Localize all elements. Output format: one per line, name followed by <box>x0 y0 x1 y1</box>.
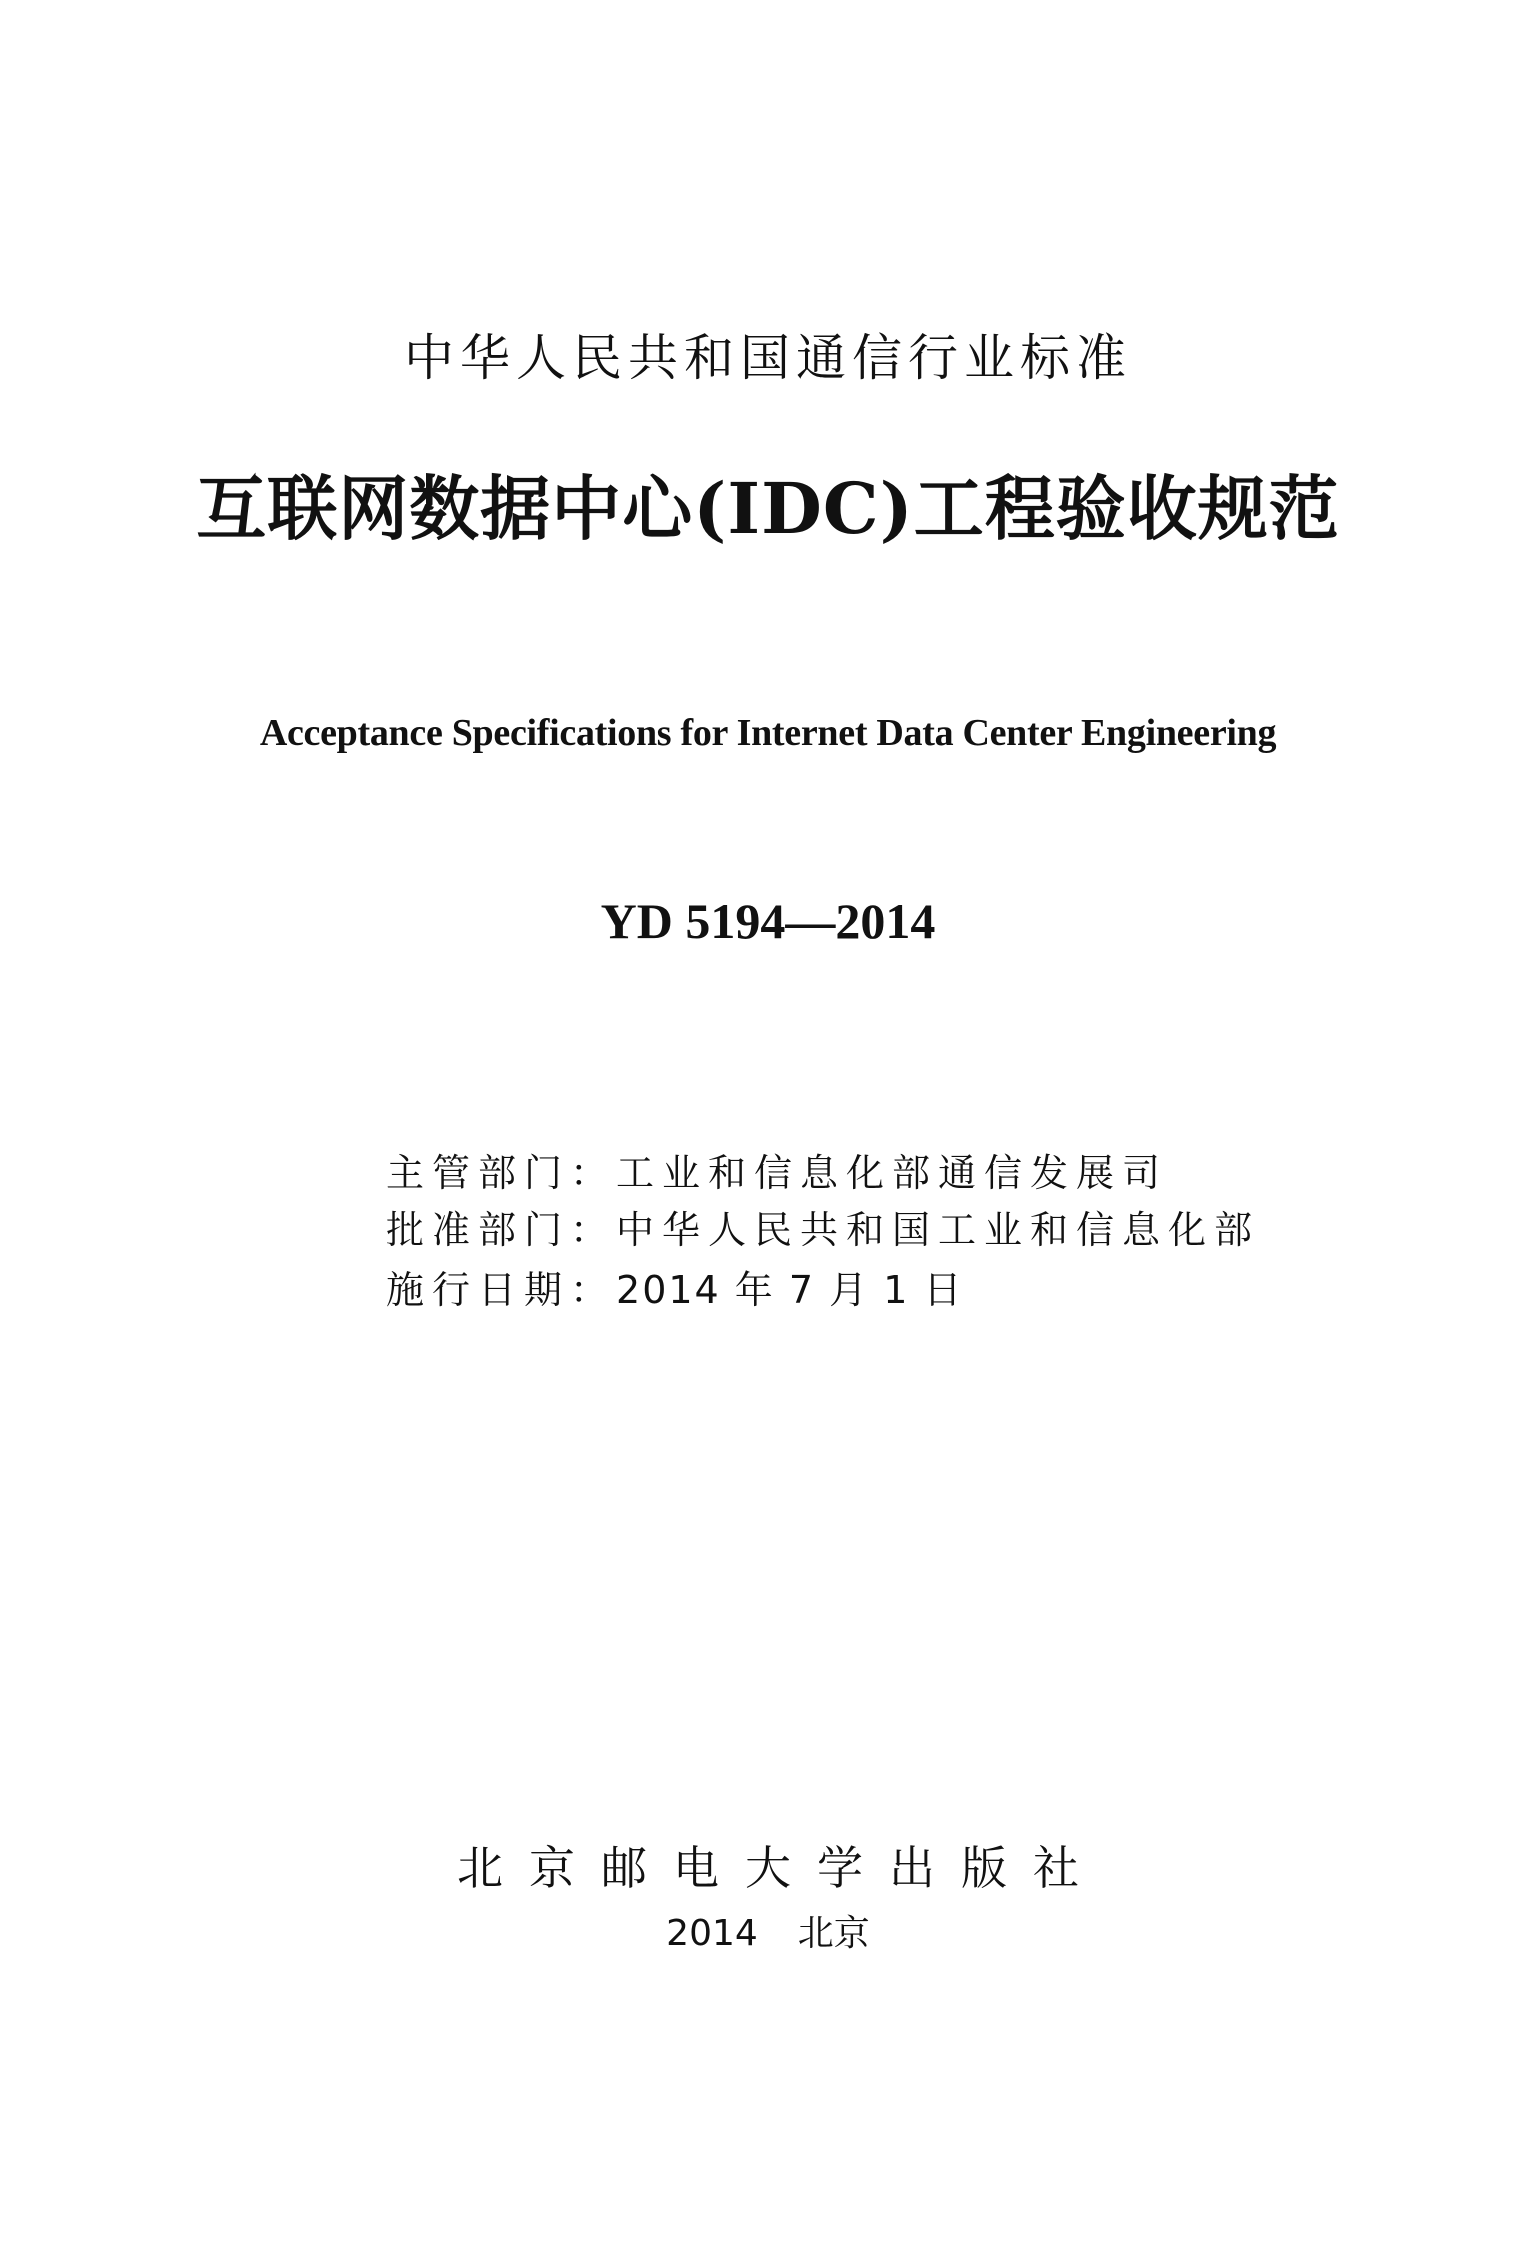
info-value: 工业和信息化部通信发展司 <box>616 1151 1169 1195</box>
info-row-approval <box>386 1208 1261 1252</box>
publication-year-city <box>0 1913 1536 1954</box>
info-label: 批准部门： <box>386 1208 617 1252</box>
info-value: 2014 年 7 月 1 日 <box>616 1268 964 1312</box>
publisher: 北京邮电大学出版社 <box>457 1841 1105 1895</box>
document-title-english: Acceptance Specifications for Internet Data Center Engineering <box>259 712 1277 754</box>
info-value: 中华人民共和国工业和信息化部 <box>616 1208 1261 1252</box>
info-label: 施行日期： <box>386 1268 617 1312</box>
info-row-authority <box>386 1151 1169 1195</box>
standard-category-header: 中华人民共和国通信行业标准 <box>404 329 1132 387</box>
publication-city: 北京 <box>797 1913 870 1954</box>
standard-code: YD 5194—2014 <box>600 893 936 949</box>
info-row-effective-date <box>386 1268 964 1312</box>
document-title: 互联网数据中心(IDC)工程验收规范 <box>196 467 1340 550</box>
info-label: 主管部门： <box>386 1151 617 1195</box>
publication-year: 2014 <box>666 1913 758 1954</box>
